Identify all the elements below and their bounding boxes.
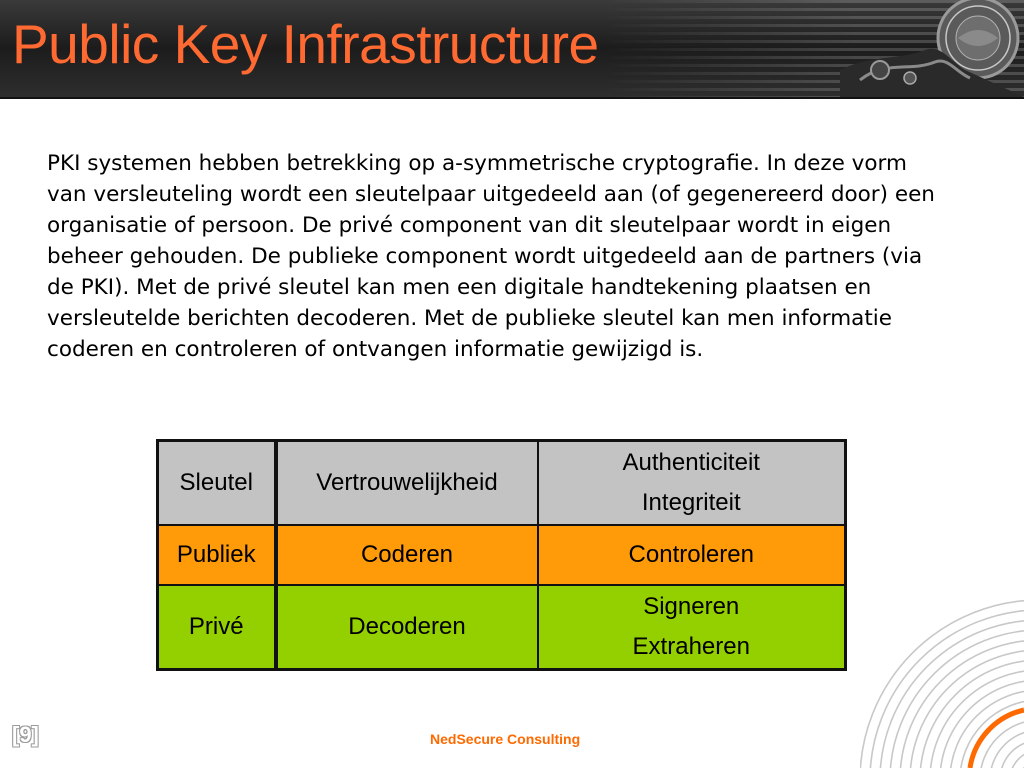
table-cell: Sleutel: [158, 441, 276, 526]
footer-company: NedSecure Consulting: [430, 731, 581, 747]
cell-line: Signeren: [643, 593, 740, 620]
body-paragraph: PKI systemen hebben betrekking op a-symmetrische cryptografie. In deze vorm van versleuteling wordt een sleutelpaar uitgedeeld aan (of gegenereerd door) een organisatie of persoon. De privé component van dit sleutelpaar wordt in eigen beheer gehouden. De publieke component wordt uitgedeeld aan de partners (via de PKI). Met de privé sleutel kan men een digitale handtekening plaatsen en versleutelde berichten decoderen. Met de publieke sleutel kan men informatie coderen en controleren of ontvangen informatie gewijzigd is.: [47, 151, 935, 362]
page-number: [9]: [12, 722, 39, 747]
slide-header: [0, 0, 1024, 99]
cell-line: Integriteit: [641, 489, 741, 516]
slide-title: Public Key Infrastructure: [12, 13, 599, 75]
table-row-publiek: [158, 525, 846, 585]
cell-line: Authenticiteit: [622, 449, 760, 476]
table-cell: Publiek: [158, 525, 276, 585]
key-usage-table: [156, 439, 847, 671]
table-cell: Privé: [158, 585, 276, 670]
table-cell: [538, 441, 846, 526]
table-cell: Controleren: [538, 525, 846, 585]
decorative-rings: [860, 580, 1024, 768]
seal-graphic: [840, 0, 1024, 97]
table-row-prive: [158, 585, 846, 670]
table-cell: Coderen: [276, 525, 538, 585]
table-cell: Decoderen: [276, 585, 538, 670]
table-cell: [538, 585, 846, 670]
table-cell: Vertrouwelijkheid: [276, 441, 538, 526]
table-row-header: [158, 441, 846, 526]
cell-line: Extraheren: [632, 633, 750, 660]
